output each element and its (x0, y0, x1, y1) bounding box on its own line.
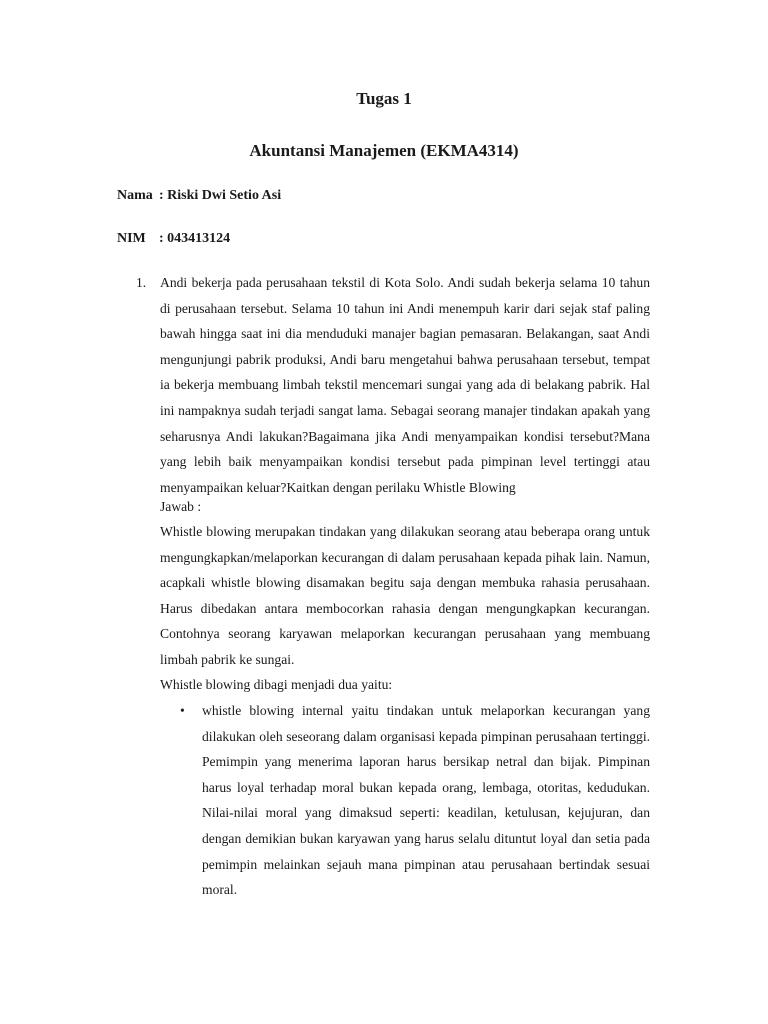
document-subtitle: Akuntansi Manajemen (EKMA4314) (249, 141, 519, 160)
question-text: Andi bekerja pada perusahaan tekstil di Kota Solo. Andi sudah bekerja selama 10 tahun di perusahaan tersebut. Selama 10 tahun ini Andi menempuh karir dari sejak staf paling bawah hingga saat ini dia menduduki manajer bagian pemasaran. Belakangan, saat Andi mengunjungi pabrik produksi, Andi baru mengetahui bahwa perusahaan tersebut, tempat ia bekerja membuang limbah tekstil mencemari sungai yang ada di belakang pabrik. Hal ini nampaknya sudah terjadi sangat lama. Sebagai seorang manajer tindakan apakah yang seharusnya Andi lakukan?Bagaimana jika Andi menyampaikan kondisi tersebut?Mana yang lebih baik menyampaikan kondisi tersebut pada pimpinan level tertinggi atau menyampaikan keluar?Kaitkan dengan perilaku Whistle Blowing (160, 275, 650, 495)
name-field (117, 188, 281, 204)
nim-value: : 043413124 (159, 231, 231, 246)
question-number: 1. (136, 275, 147, 290)
nim-label: NIM (117, 231, 146, 246)
nim-field (117, 231, 230, 247)
name-label: Nama (117, 188, 153, 203)
bullet-icon: • (180, 703, 185, 718)
bullet-item: whistle blowing internal yaitu tindakan untuk melaporkan kecurangan yang dilakukan oleh seseorang dalam organisasi kepada pimpinan perusahaan tertinggi. Pemimpin yang menerima laporan harus bersikap netral dan bijak. Pimpinan harus loyal terhadap moral bukan kepada orang, lembaga, otoritas, kedudukan. Nilai-nilai moral yang dimaksud seperti: keadilan, ketulusan, kejujuran, dan dengan demikian bukan karyawan yang harus selalu dituntut loyal dan setia pada pemimpin melainkan sejauh mana pimpinan atau perusahaan bertindak sesuai moral. (202, 703, 650, 898)
answer-intro-list: Whistle blowing dibagi menjadi dua yaitu: (160, 677, 393, 692)
answer-paragraph: Whistle blowing merupakan tindakan yang dilakukan seorang atau beberapa orang untuk mengungkapkan/melaporkan kecurangan di dalam perusahaan kepada pihak lain. Namun, acapkali whistle blowing disamakan begitu saja dengan membuka rahasia perusahaan. Harus dibedakan antara membocorkan rahasia dengan mengungkapkan kecurangan. Contohnya seorang karyawan melaporkan kecurangan perusahaan yang membuang limbah pabrik ke sungai. (160, 524, 650, 667)
answer-label: Jawab : (160, 499, 202, 514)
document-title: Tugas 1 (356, 89, 412, 108)
name-value: : Riski Dwi Setio Asi (159, 188, 282, 203)
